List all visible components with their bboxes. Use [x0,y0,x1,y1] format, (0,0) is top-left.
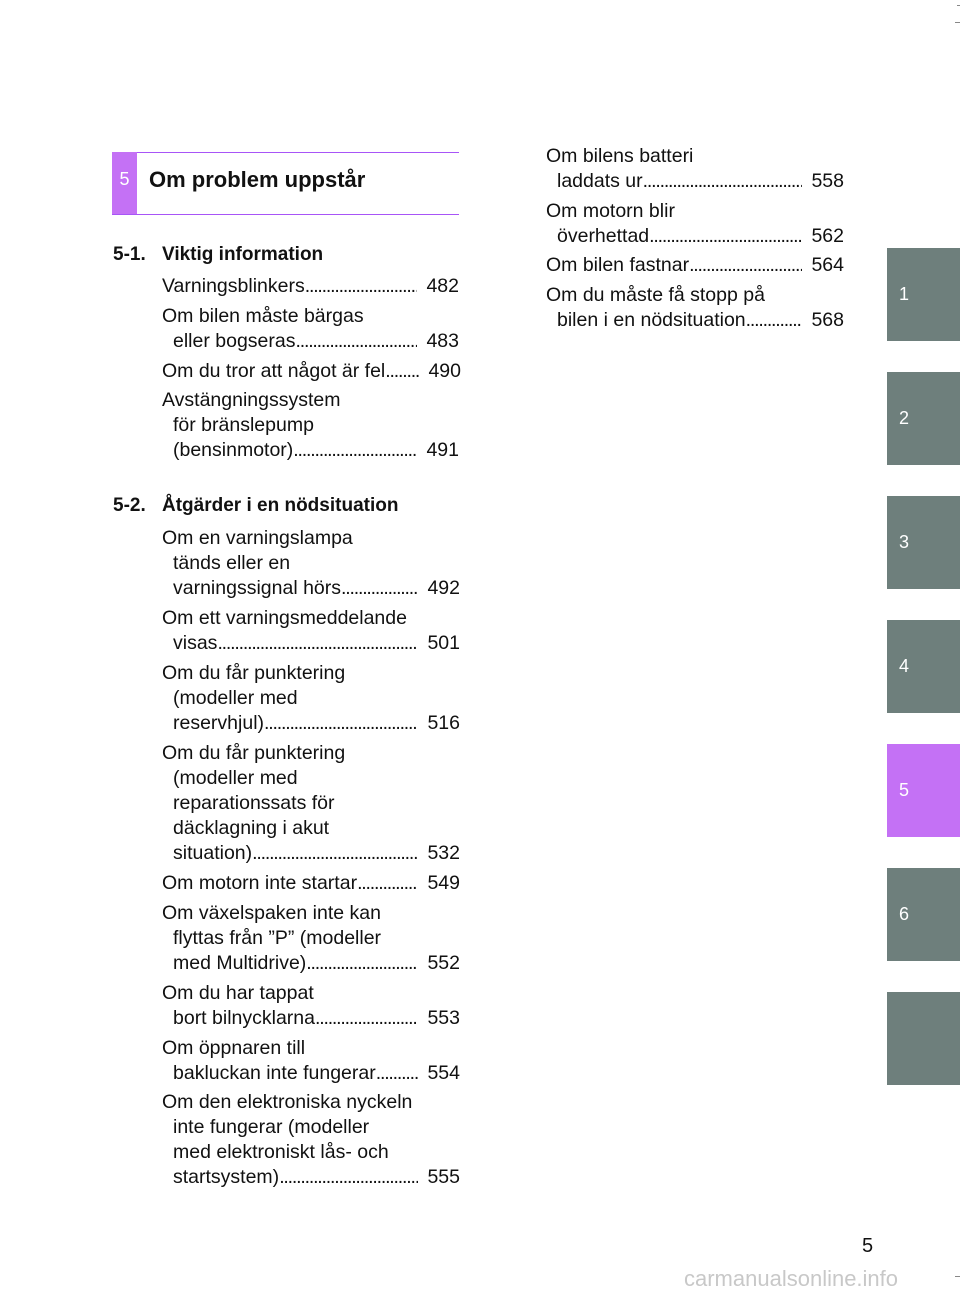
page-number: 5 [862,1235,874,1257]
toc-entry-text: Varningsblinkers [162,275,305,297]
dot-leader [306,951,418,976]
chapter-tab-label: 5 [899,780,910,800]
dot-leader [264,711,418,736]
toc-page-number: 532 [427,842,460,864]
toc-page-number: 558 [811,170,844,192]
toc-page-number: 553 [427,1007,460,1029]
dot-leader [295,329,417,354]
chapter-tab-6[interactable] [887,868,960,961]
toc-entry-line [546,224,844,249]
toc-entry-line [162,329,459,354]
toc-entry-line [546,308,844,333]
toc-entry-line: Om du får punktering [162,742,346,764]
section-heading [113,244,323,266]
crop-mark [955,22,960,23]
toc-entry-line [162,711,460,736]
chapter-tab-1[interactable] [887,248,960,341]
chapter-header [112,152,459,215]
toc-entry-line [162,1165,460,1190]
toc-entry-line [162,359,461,384]
dot-leader [689,253,802,278]
header-bottom-rule [112,214,459,215]
crop-mark [955,1276,960,1277]
toc-entry-line: flyttas från ”P” (modeller [173,927,382,949]
dot-leader [252,841,418,866]
toc-entry-text: reservhjul) [173,712,265,734]
toc-page-number: 483 [426,330,459,352]
toc-entry-line: Om du får punktering [162,662,346,684]
toc-entry-line [162,871,460,896]
dot-leader [341,576,418,601]
toc-entry-line [162,951,460,976]
toc-entry-text: (bensinmotor) [173,439,294,461]
toc-entry-line: Om öppnaren till [162,1037,306,1059]
dot-leader [385,359,419,384]
toc-entry-line: tänds eller en [173,552,291,574]
toc-entry-line: Om ett varningsmeddelande [162,607,407,629]
toc-page-number: 555 [427,1166,460,1188]
dot-leader [279,1165,418,1190]
chapter-title: Om problem uppstår [149,167,366,192]
toc-entry-line: Avstängningssystem [162,389,341,411]
dot-leader [293,438,417,463]
section-heading [113,495,398,517]
toc-entry-text: bakluckan inte fungerar [173,1062,376,1084]
toc-entry-text: eller bogseras [173,330,296,352]
dot-leader [643,169,803,194]
toc-entry-text: visas [173,632,218,654]
toc-entry-line: Om du har tappat [162,982,314,1004]
toc-entry[interactable] [162,741,460,866]
toc-entry-line [162,631,460,656]
toc-entry-line: däcklagning i akut [173,817,330,839]
toc-page-number: 568 [811,309,844,331]
toc-entry-line: Om motorn blir [546,200,675,222]
chapter-tab-4[interactable] [887,620,960,713]
toc-entry[interactable] [162,661,460,736]
toc-page-number: 552 [427,952,460,974]
toc-entry[interactable] [162,871,460,896]
chapter-tab-index[interactable] [887,992,960,1085]
toc-entry[interactable] [546,199,844,249]
toc-entry[interactable] [162,1036,460,1086]
toc-entry[interactable] [162,981,460,1031]
toc-page-number: 482 [426,275,459,297]
toc-entry[interactable] [162,274,459,299]
toc-entry[interactable] [546,253,844,278]
toc-entry-text: bilen i en nödsituation [557,309,746,331]
toc-entry[interactable] [162,1090,460,1190]
chapter-tab-label: 3 [899,532,910,552]
header-top-rule [112,152,459,153]
toc-entry-text: startsystem) [173,1166,280,1188]
toc-entry-line: Om du måste få stopp på [546,284,765,306]
toc-entry-line [162,1006,460,1031]
toc-entry-text: överhettad [557,225,650,247]
toc-page-number: 554 [427,1062,460,1084]
toc-entry-line: (modeller med [173,687,298,709]
toc-entry-line [162,1061,460,1086]
toc-entry-line: inte fungerar (modeller [173,1116,370,1138]
toc-entry-text: bort bilnycklarna [173,1007,315,1029]
toc-entry-text: Om du tror att något är fel [162,360,386,382]
section-title: Åtgärder i en nödsituation [162,495,399,516]
toc-page-number: 549 [427,872,460,894]
toc-entry-text: med Multidrive) [173,952,307,974]
section-title: Viktig information [162,244,324,265]
toc-entry-line: (modeller med [173,767,298,789]
toc-page-number: 564 [811,254,844,276]
toc-entry-line: Om växelspaken inte kan [162,902,381,924]
chapter-tab-label: 4 [899,656,910,676]
toc-page-number: 501 [427,632,460,654]
toc-entry-text: situation) [173,842,253,864]
chapter-tab-5[interactable] [887,744,960,837]
toc-entry-text: laddats ur [557,170,643,192]
dot-leader [376,1061,419,1086]
toc-entry-line: reparationssats för [173,792,335,814]
toc-entry-text: Om motorn inte startar [162,872,358,894]
toc-entry-line: Om bilens batteri [546,145,694,167]
chapter-number-box [112,152,137,215]
chapter-tab-2[interactable] [887,372,960,465]
chapter-tab-label: 6 [899,904,910,924]
toc-entry[interactable] [162,388,459,463]
watermark: carmanualsonline.info [684,1266,899,1291]
dot-leader [315,1006,418,1031]
dot-leader [649,224,802,249]
toc-entry-line [162,438,459,463]
dot-leader [746,308,803,333]
toc-entry-line: Om den elektroniska nyckeln [162,1091,413,1113]
chapter-tab-label: 2 [899,408,910,428]
toc-page-number: 516 [427,712,460,734]
toc-entry-line [546,169,844,194]
toc-entry[interactable] [162,901,460,976]
toc-page-number: 562 [811,225,844,247]
toc-page-number: 492 [427,577,460,599]
toc-entry-line [546,253,844,278]
toc-entry-line: Om en varningslampa [162,527,353,549]
dot-leader [217,631,418,656]
section-number: 5-1. [113,244,146,265]
dot-leader [305,274,418,299]
chapter-tab-label: 1 [899,284,910,304]
toc-entry-line: för bränslepump [173,414,314,436]
toc-entry[interactable] [162,606,460,656]
toc-entry-line [162,576,460,601]
toc-entry-text: Om bilen fastnar [546,254,690,276]
toc-entry-line [162,841,460,866]
toc-entry-text: varningssignal hörs [173,577,342,599]
toc-entry-line [162,274,459,299]
toc-entry[interactable] [546,283,844,333]
chapter-tab-3[interactable] [887,496,960,589]
toc-entry[interactable] [162,304,459,354]
toc-entry-line: med elektroniskt lås- och [173,1141,389,1163]
dot-leader [357,871,418,896]
toc-page-number: 491 [426,439,459,461]
toc-entry-line: Om bilen måste bärgas [162,305,364,327]
toc-entry[interactable] [162,526,460,601]
section-number: 5-2. [113,495,146,516]
toc-entry[interactable] [162,359,461,384]
toc-entry[interactable] [546,144,844,194]
chapter-number: 5 [119,169,130,189]
toc-page-number: 490 [428,360,461,382]
